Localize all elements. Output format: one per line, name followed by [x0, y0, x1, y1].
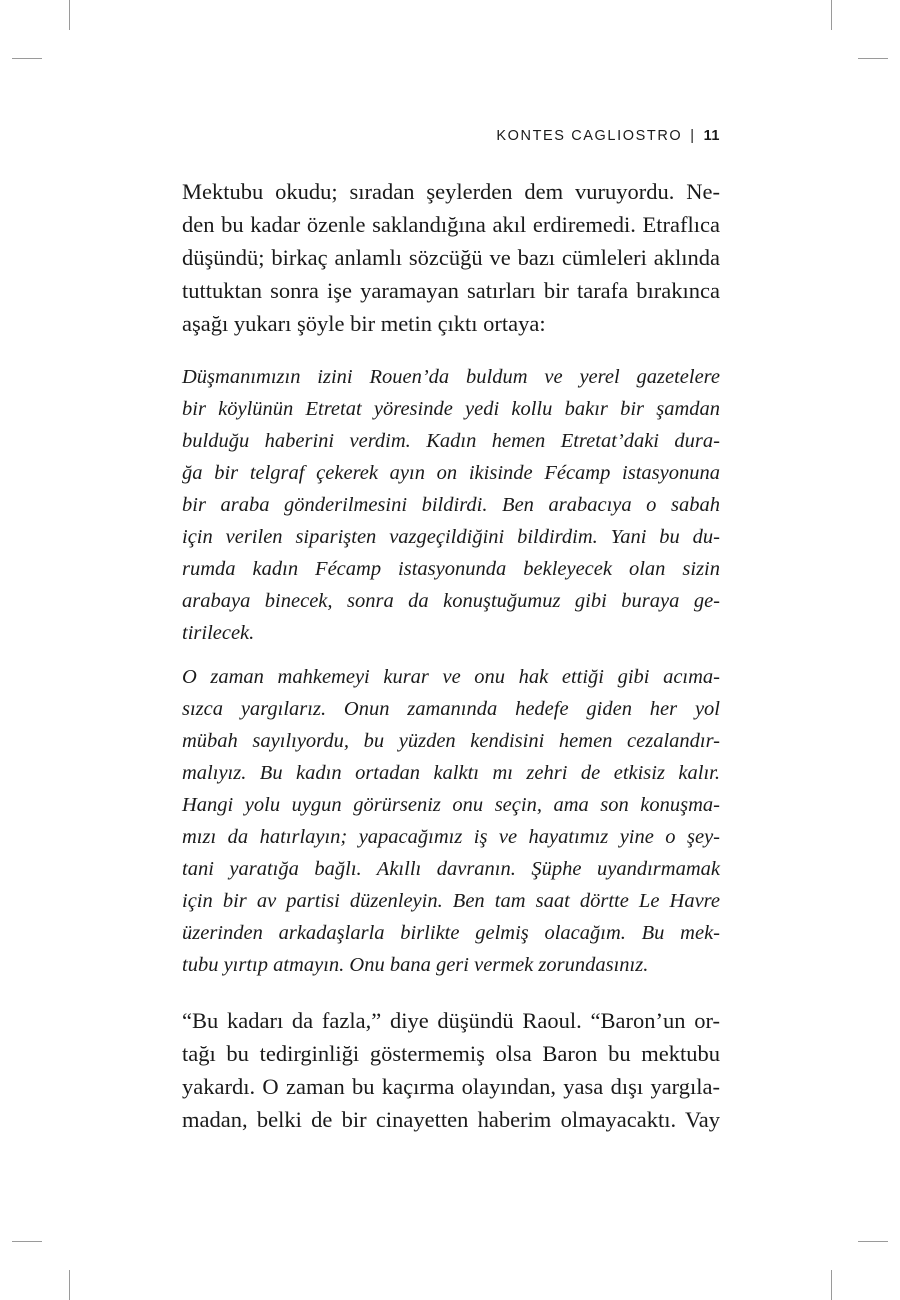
text-line: için bir av partisi düzenleyin. Ben tam saat dörtte Le Havre	[182, 890, 720, 912]
text-line: bulduğu haberini verdim. Kadın hemen Etretat’daki dura-	[182, 430, 720, 452]
text-line: mızı da hatırlayın; yapacağımız iş ve hayatımız yine o şey-	[182, 826, 720, 848]
text-line: sızca yargılarız. Onun zamanında hedefe giden her yol	[182, 698, 720, 720]
text-line: üzerinden arkadaşlarla birlikte gelmiş olacağım. Bu mek-	[182, 922, 720, 944]
crop-mark	[831, 1270, 832, 1300]
crop-mark	[69, 1270, 70, 1300]
crop-mark	[12, 1241, 42, 1242]
text-line: arabaya binecek, sonra da konuştuğumuz gibi buraya ge-	[182, 590, 720, 612]
text-line: aşağı yukarı şöyle bir metin çıktı ortaya:	[182, 311, 546, 336]
text-line: tubu yırtıp atmayın. Onu bana geri vermek zorundasınız.	[182, 954, 649, 976]
text-line: yakardı. O zaman bu kaçırma olayından, yasa dışı yargıla-	[182, 1074, 720, 1099]
text-line: tağı bu tedirginliği göstermemiş olsa Baron bu mektubu	[182, 1041, 720, 1066]
text-line: Hangi yolu uygun görürseniz onu seçin, ama son konuşma-	[182, 794, 720, 816]
text-line: malıyız. Bu kadın ortadan kalktı mı zehri de etkisiz kalır.	[182, 762, 720, 784]
crop-mark	[831, 0, 832, 30]
text-line: mübah sayılıyordu, bu yüzden kendisini hemen cezalandır-	[182, 730, 720, 752]
text-line: Mektubu okudu; sıradan şeylerden dem vuruyordu. Ne-	[182, 179, 720, 204]
text-line: düşündü; birkaç anlamlı sözcüğü ve bazı cümleleri aklında	[182, 245, 720, 270]
text-line: “Bu kadarı da fazla,” diye düşündü Raoul. “Baron’un or-	[182, 1008, 720, 1033]
text-line: madan, belki de bir cinayetten haberim olmayacaktı. Vay	[182, 1107, 720, 1132]
text-line: rumda kadın Fécamp istasyonunda bekleyecek olan sizin	[182, 558, 720, 580]
text-line: tirilecek.	[182, 622, 255, 644]
book-title: KONTES CAGLIOSTRO	[496, 128, 683, 144]
text-line: Düşmanımızın izini Rouen’da buldum ve yerel gazetelere	[182, 366, 720, 388]
text-line: tuttuktan sonra işe yaramayan satırları bir tarafa bırakınca	[182, 278, 720, 303]
text-line: ğa bir telgraf çekerek ayın on ikisinde Fécamp istasyonuna	[182, 462, 720, 484]
text-line: bir köylünün Etretat yöresinde yedi kollu bakır bir şamdan	[182, 398, 720, 420]
text-line: den bu kadar özenle saklandığına akıl erdiremedi. Etraflıca	[182, 212, 720, 237]
crop-mark	[858, 58, 888, 59]
text-line: O zaman mahkemeyi kurar ve onu hak ettiği gibi acıma-	[182, 666, 720, 688]
crop-mark	[69, 0, 70, 30]
text-line: bir araba gönderilmesini bildirdi. Ben arabacıya o sabah	[182, 494, 720, 516]
text-line: tani yaratığa bağlı. Akıllı davranın. Şüphe uyandırmamak	[182, 858, 720, 880]
running-header	[496, 128, 720, 144]
crop-mark	[858, 1241, 888, 1242]
text-line: için verilen siparişten vazgeçildiğini bildirdim. Yani bu du-	[182, 526, 720, 548]
page-number: 11	[703, 128, 720, 144]
crop-mark	[12, 58, 42, 59]
header-separator: |	[690, 128, 696, 144]
